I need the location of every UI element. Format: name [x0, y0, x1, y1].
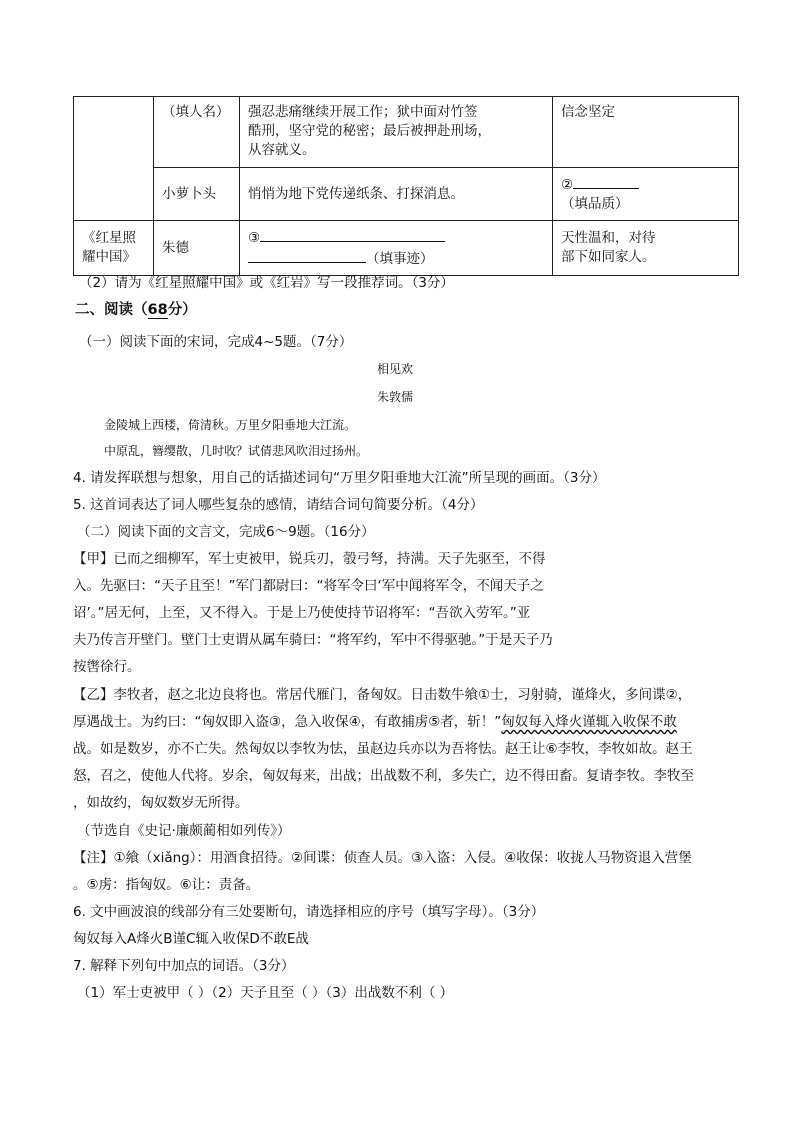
- quality-cell: [553, 168, 739, 221]
- question-4: 4. 请发挥联想与想象，用自己的话描述词句“万里夕阳垂地大江流”所呈现的画面。（3分）: [73, 470, 606, 486]
- wavy-underlined-text: 匈奴每入烽火谨辄入收保不敢: [501, 714, 677, 730]
- quality-cell: [553, 221, 739, 276]
- deeds-cell: 悄悄为地下党传递纸条、打探消息。: [240, 168, 553, 221]
- part1-intro: （一）阅读下面的宋词，完成4~5题。（7分）: [79, 334, 353, 350]
- blank-hint: （填事迹）: [366, 251, 434, 267]
- answer-blank[interactable]: [260, 227, 445, 242]
- deeds-cell: [240, 97, 553, 168]
- quality-line: 天性温和，对待: [561, 230, 656, 246]
- deeds-line: 从容就义。: [248, 142, 316, 158]
- blank-marker: ③: [248, 230, 261, 246]
- character-table: [73, 96, 739, 276]
- question-6-options: 匈奴每入A烽火B谨C辄入收保D不敢E战: [73, 931, 309, 947]
- book-title-line: 耀中国》: [82, 249, 136, 265]
- poem-line: 中原乱，簪缨散，几时收？试倩悲风吹泪过扬州。: [104, 444, 369, 458]
- quality-cell: 信念坚定: [553, 97, 739, 168]
- yi-passage-line: 战。如是数岁，亦不亡失。然匈奴以李牧为怯，虽赵边兵亦以为吾将怯。赵王让⑥李牧，李牧如故。赵王: [73, 741, 693, 757]
- poem-author: 朱敦儒: [377, 390, 414, 404]
- jia-passage-line: 按辔徐行。: [73, 659, 141, 675]
- name-cell: 朱德: [154, 221, 240, 276]
- annotation-line: 。⑤虏：指匈奴。⑥让：责备。: [73, 877, 260, 893]
- poem-line: 金陵城上西楼，倚清秋。万里夕阳垂地大江流。: [104, 418, 357, 432]
- book-cell-empty: [74, 97, 154, 221]
- name-cell: 小萝卜头: [154, 168, 240, 221]
- blank-hint: （填品质）: [561, 196, 629, 212]
- book-title-line: 《红星照: [82, 230, 136, 246]
- jia-passage-line: 夫乃传言开壁门。壁门士吏谓从属车骑曰：“将军约，军中不得驱驰。”于是天子乃: [73, 632, 553, 648]
- answer-blank[interactable]: [248, 248, 366, 263]
- section-title: 二、阅读（68分）: [75, 302, 197, 318]
- deeds-line: 强忍悲痛继续开展工作；狱中面对竹签: [248, 104, 478, 120]
- question-2: （2）请为《红星照耀中国》或《红岩》写一段推荐词。（3分）: [79, 275, 454, 291]
- question-6: 6. 文中画波浪的线部分有三处要断句，请选择相应的序号（填写字母）。（3分）: [73, 904, 545, 920]
- answer-blank[interactable]: [573, 174, 639, 189]
- yi-passage-line: 【乙】李牧者，赵之北边良将也。常居代雁门，备匈奴。日击数牛飨①士，习射骑，谨烽火，多间谍②，: [73, 687, 692, 703]
- jia-passage-line: 【甲】已而之细柳军，军士吏被甲，锐兵刃，彀弓弩，持满。天子先驱至，不得: [73, 551, 546, 567]
- source-note: （节选自《史记·廉颇蔺相如列传》）: [77, 823, 291, 839]
- question-7-items: （1）军士吏被甲（ ）（2）天子且至（ ）（3）出战数不利（ ）: [77, 985, 454, 1001]
- blank-marker: ②: [561, 177, 574, 193]
- jia-passage-line: 入。先驱曰：“天子且至！”军门都尉曰：“将军令曰‘军中闻将军令，不闻天子之: [73, 578, 544, 594]
- quality-line: 部下如同家人。: [561, 249, 656, 265]
- poem-title: 相见欢: [377, 362, 414, 376]
- yi-passage-line: ，如故约，匈奴数岁无所得。: [73, 795, 249, 811]
- question-5: 5. 这首词表达了词人哪些复杂的感情，请结合词句简要分析。（4分）: [73, 497, 484, 513]
- question-7: 7. 解释下列句中加点的词语。（3分）: [73, 958, 295, 974]
- deeds-line: 酷刑，坚守党的秘密；最后被押赴刑场，: [248, 123, 491, 139]
- yi-passage-line: 厚遇战士。为约曰：“匈奴即入盗③，急入收保④，有敢捕虏⑤者，斩！”匈奴每入烽火谨辄入收保不敢: [73, 714, 677, 730]
- deeds-cell: [240, 221, 553, 276]
- jia-passage-line: 诏’。”居无何，上至，又不得入。于是上乃使使持节诏将军：“吾欲入劳军。”亚: [73, 605, 531, 621]
- part2-intro: （二）阅读下面的文言文，完成6～9题。（16分）: [77, 524, 375, 540]
- yi-passage-line: 怒，召之，使他人代将。岁余，匈奴每来，出战；出战数不利，多失亡，边不得田畜。复请李牧。李牧至: [73, 768, 694, 784]
- name-cell: （填人名）: [154, 97, 240, 168]
- book-cell: [74, 221, 154, 276]
- annotation-line: 【注】①飨（xiǎng）：用酒食招待。②间谍：侦查人员。③入盗：入侵。④收保：收拢人马物资退入营堡: [73, 850, 692, 866]
